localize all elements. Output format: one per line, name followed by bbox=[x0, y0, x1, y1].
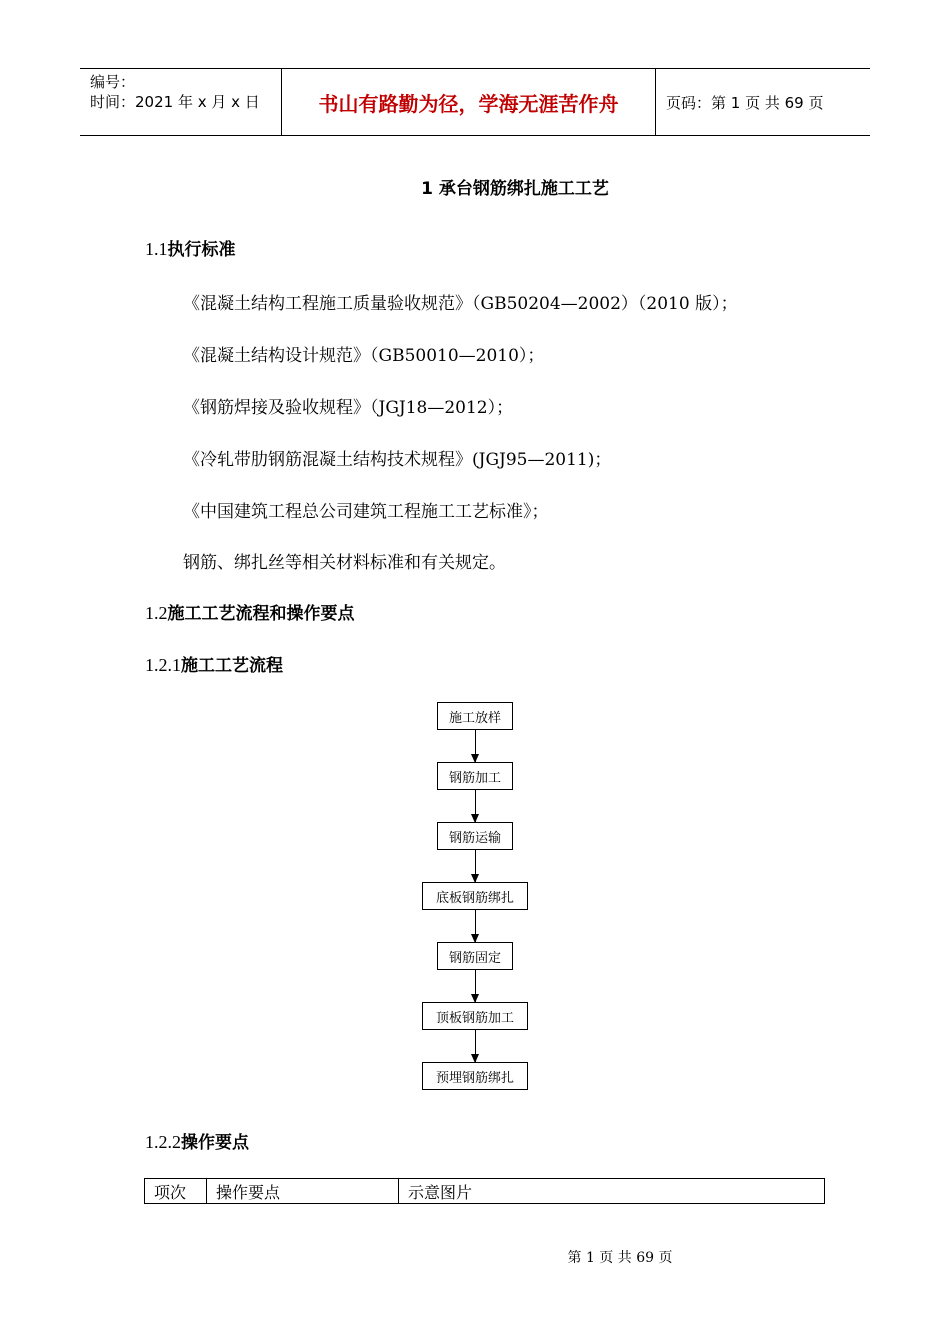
flow-arrow bbox=[475, 790, 476, 822]
heading-text: 施工工艺流程和操作要点 bbox=[167, 604, 355, 624]
heading-number: 1.2.2 bbox=[145, 1132, 181, 1152]
table-header-cell: 操作要点 bbox=[207, 1179, 399, 1203]
standard-item: 《中国建筑工程总公司建筑工程施工工艺标准》； bbox=[183, 502, 549, 522]
header-left-cell bbox=[80, 69, 281, 135]
flow-arrow bbox=[475, 1030, 476, 1062]
page-footer: 第 1 页 共 69 页 bbox=[567, 1250, 673, 1266]
table-header-cell: 项次 bbox=[145, 1179, 207, 1203]
standard-item: 《钢筋焊接及验收规程》（JGJ18—2012）； bbox=[183, 398, 514, 418]
flow-step-embedded-rebar-tying: 预埋钢筋绑扎 bbox=[422, 1062, 528, 1090]
flow-arrow bbox=[475, 910, 476, 942]
heading-number: 1.1 bbox=[145, 239, 168, 259]
flow-arrow bbox=[475, 850, 476, 882]
standard-item: 《混凝土结构工程施工质量验收规范》（GB50204—2002）（2010 版）； bbox=[183, 294, 738, 314]
process-flowchart bbox=[420, 700, 532, 1095]
number-label: 编号： bbox=[90, 73, 136, 91]
heading-text: 施工工艺流程 bbox=[181, 656, 283, 676]
heading-number: 1.2 bbox=[145, 603, 168, 623]
document-title: 1 承台钢筋绑扎施工工艺 bbox=[421, 179, 609, 199]
standard-item: 《混凝土结构设计规范》（GB50010—2010）； bbox=[183, 346, 545, 366]
heading-text: 执行标准 bbox=[167, 240, 236, 260]
time-label: 时间：2021 年 x 月 x 日 bbox=[90, 93, 260, 111]
standard-item: 《冷轧带肋钢筋混凝土结构技术规程》(JGJ95—2011)； bbox=[183, 450, 612, 470]
heading-1-2 bbox=[145, 599, 355, 624]
heading-text: 操作要点 bbox=[181, 1133, 249, 1153]
flow-arrow bbox=[475, 970, 476, 1002]
standard-item: 钢筋、绑扎丝等相关材料标准和有关规定。 bbox=[183, 553, 506, 573]
page-header bbox=[80, 68, 870, 136]
flow-step-survey: 施工放样 bbox=[437, 702, 513, 730]
heading-1-2-2 bbox=[145, 1128, 249, 1153]
flow-arrow bbox=[475, 730, 476, 762]
heading-number: 1.2.1 bbox=[145, 655, 181, 675]
flow-step-bottom-slab-tying: 底板钢筋绑扎 bbox=[422, 882, 528, 910]
flow-step-rebar-processing: 钢筋加工 bbox=[437, 762, 513, 790]
operation-table-header bbox=[144, 1178, 825, 1204]
header-page-info: 页码：第 1 页 共 69 页 bbox=[666, 93, 824, 112]
table-header-cell: 示意图片 bbox=[408, 1182, 473, 1202]
header-motto: 书山有路勤为径，学海无涯苦作舟 bbox=[281, 69, 656, 135]
flow-step-top-slab-processing: 顶板钢筋加工 bbox=[422, 1002, 528, 1030]
flow-step-rebar-fixing: 钢筋固定 bbox=[437, 942, 513, 970]
flow-step-rebar-transport: 钢筋运输 bbox=[437, 822, 513, 850]
heading-1-1 bbox=[145, 235, 236, 260]
heading-1-2-1 bbox=[145, 651, 283, 676]
